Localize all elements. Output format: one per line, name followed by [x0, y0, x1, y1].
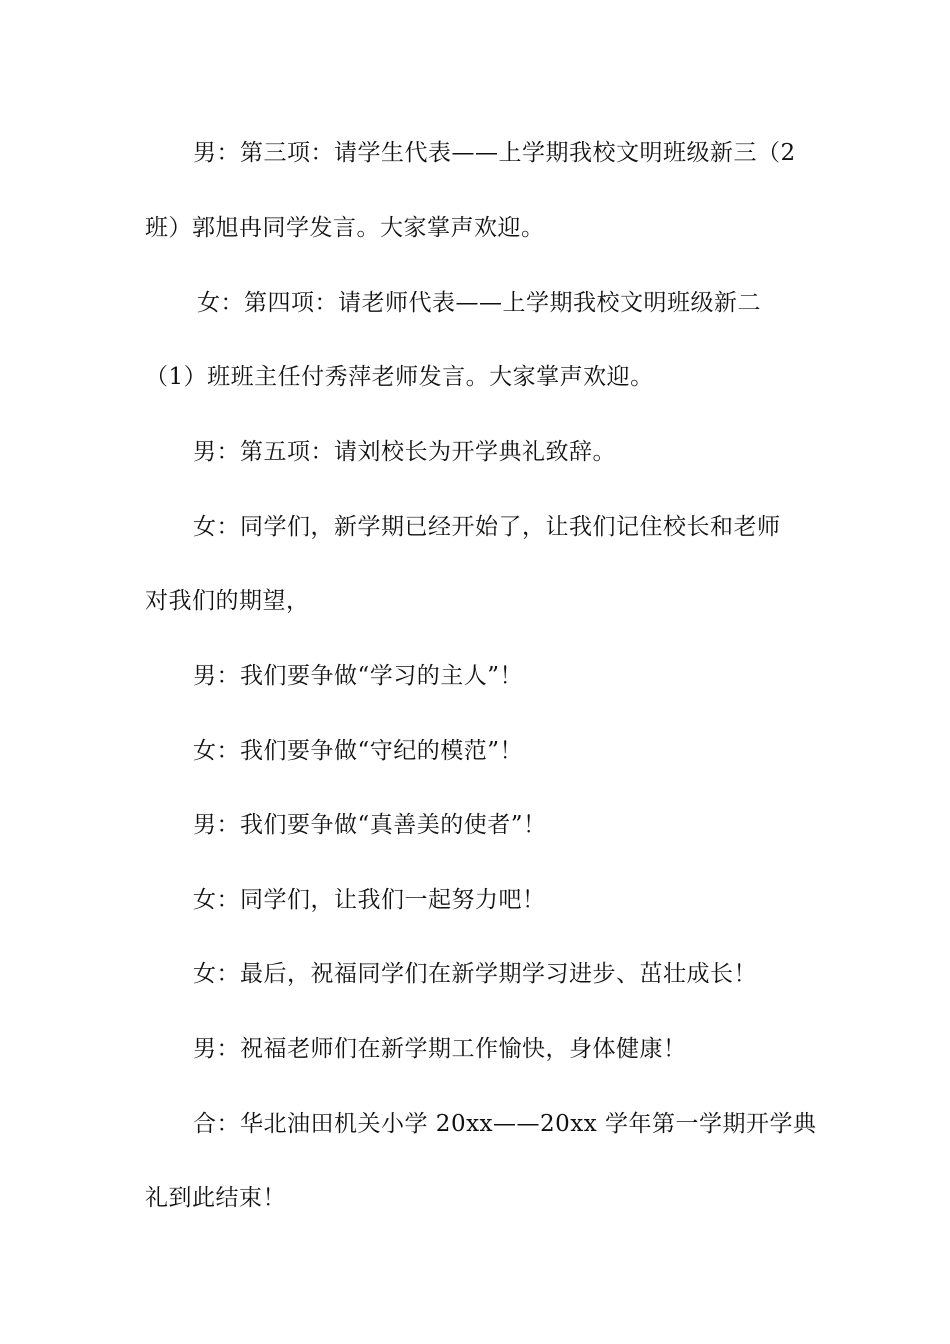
- paragraph-line: 男：第五项：请刘校长为开学典礼致辞。: [193, 439, 616, 465]
- paragraph-line: （1）班班主任付秀萍老师发言。大家掌声欢迎。: [145, 364, 654, 390]
- paragraph-line: 女：最后，祝福同学们在新学期学习进步、茁壮成长！: [193, 961, 757, 987]
- paragraph-line: 礼到此结束！: [145, 1185, 286, 1211]
- paragraph-line: 对我们的期望，: [145, 588, 310, 614]
- paragraph-line: 班）郭旭冉同学发言。大家掌声欢迎。: [145, 215, 545, 241]
- paragraph-line: 女：同学们，新学期已经开始了，让我们记住校长和老师: [193, 514, 781, 540]
- paragraph-line: 男：我们要争做“学习的主人”！: [193, 663, 524, 689]
- paragraph-line: 女：第四项：请老师代表——上学期我校文明班级新二: [197, 290, 761, 316]
- paragraph-line: 男：祝福老师们在新学期工作愉快，身体健康！: [193, 1036, 687, 1062]
- paragraph-line: 男：我们要争做“真善美的使者”！: [193, 812, 547, 838]
- paragraph-line: 合：华北油田机关小学 20xx——20xx 学年第一学期开学典: [193, 1111, 817, 1137]
- paragraph-line: 女：我们要争做“守纪的模范”！: [193, 738, 524, 764]
- paragraph-line: 男：第三项：请学生代表——上学期我校文明班级新三（2: [193, 140, 796, 166]
- paragraph-line: 女：同学们，让我们一起努力吧！: [193, 887, 546, 913]
